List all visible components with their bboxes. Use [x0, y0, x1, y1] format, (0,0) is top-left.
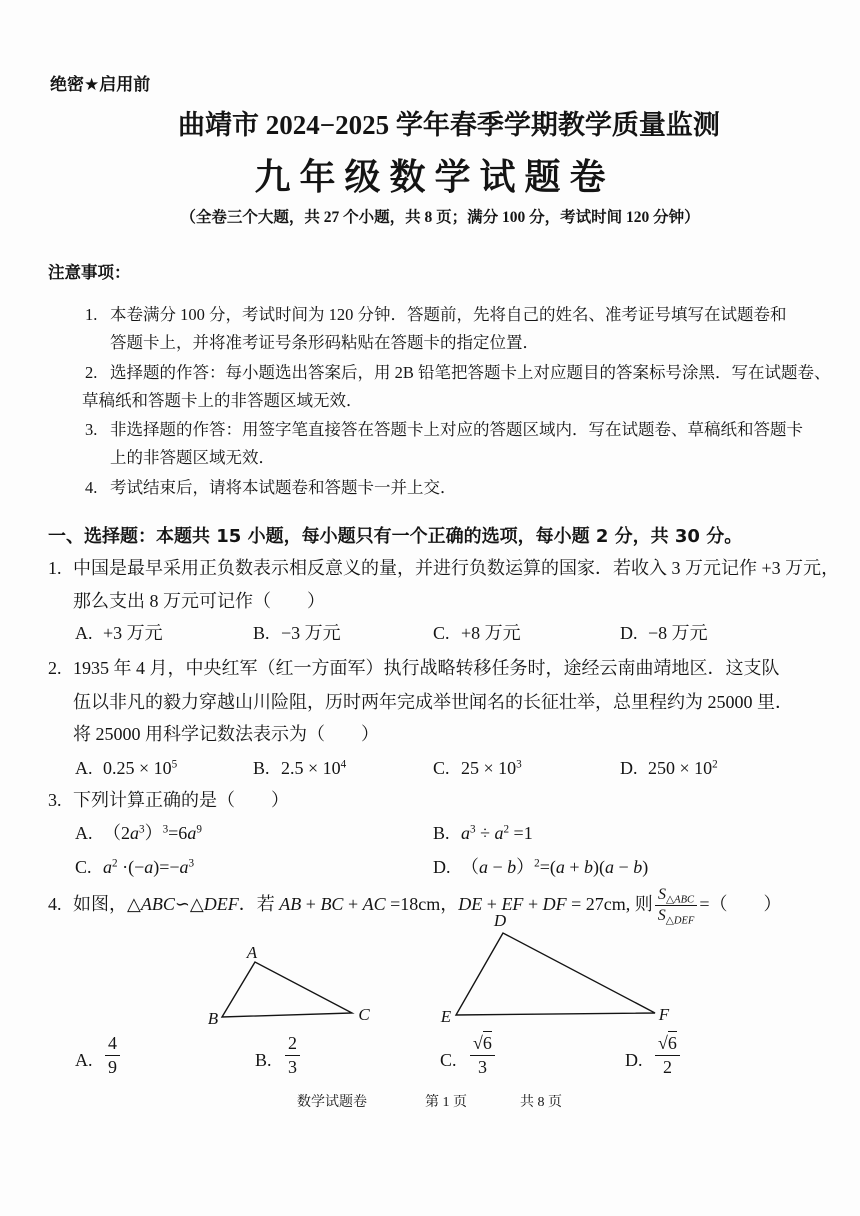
fraction-denominator: 3 — [477, 1056, 487, 1077]
option-label: A. — [75, 823, 93, 843]
math-variable: a — [605, 857, 615, 877]
question-2-option-d — [620, 756, 718, 780]
fraction-numerator — [655, 1033, 680, 1056]
option-label: B. — [255, 1049, 272, 1070]
math-text: )=− — [153, 857, 180, 877]
option-label: C. — [433, 623, 450, 643]
question-2-line-3: 将 25000 用科学记数法表示为（ ） — [73, 724, 379, 744]
option-exponent: 5 — [171, 758, 178, 771]
math-variable: DEF — [203, 894, 239, 915]
question-1-option-a — [75, 621, 163, 645]
question-2-option-c — [433, 756, 522, 780]
math-variable: b — [507, 857, 517, 877]
math-text: ．若 — [238, 894, 280, 915]
question-3-option-c — [75, 855, 194, 879]
option-fraction — [470, 1033, 495, 1077]
note-3-line-1 — [85, 420, 803, 440]
question-4-option-b — [255, 1033, 300, 1077]
math-text: + — [564, 857, 585, 877]
math-text: ∽△ — [174, 894, 204, 915]
fraction-numerator — [470, 1033, 495, 1056]
math-variable: a — [130, 823, 139, 843]
math-text: √ — [473, 1032, 483, 1053]
option-label: C. — [440, 1049, 457, 1070]
question-1-option-b — [253, 621, 341, 645]
math-text: 如图，△ — [73, 894, 141, 915]
note-text: 考试结束后，请将本试题卷和答题卡一并上交． — [110, 478, 457, 497]
section-1-heading: 一、选择题：本题共 15 小题，每小题只有一个正确的选项，每小题 2 分，共 30 分。 — [48, 526, 743, 547]
math-variable: a — [479, 857, 488, 877]
math-text: ÷ — [475, 823, 495, 843]
math-text: =1 — [509, 823, 533, 843]
note-2-line-1 — [85, 363, 831, 383]
math-variable: BC — [320, 894, 344, 915]
fraction-numerator — [655, 886, 697, 906]
option-expression — [461, 823, 533, 843]
math-exponent: 2 — [534, 857, 540, 870]
fraction-denominator: 3 — [288, 1056, 297, 1077]
note-text: 选择题的作答：每小题选出答案后，用 2B 铅笔把答题卡上对应题目的答案标号涂黑．写在试题卷、 — [110, 363, 831, 382]
math-exponent: 9 — [196, 823, 202, 836]
option-text: −8 万元 — [648, 623, 708, 643]
option-label: D. — [620, 623, 638, 643]
math-text: + — [482, 894, 502, 915]
note-3-line-2: 上的非答题区域无效． — [110, 448, 275, 467]
math-variable: a — [461, 823, 470, 843]
question-1-option-c — [433, 621, 521, 645]
option-label: B. — [253, 623, 270, 643]
option-exponent: 3 — [516, 758, 522, 771]
question-1-line-1 — [48, 556, 839, 580]
triangle-def — [456, 933, 655, 1015]
math-text: 2 — [288, 1032, 297, 1053]
question-number: 3. — [48, 790, 62, 810]
option-exponent: 2 — [712, 758, 718, 771]
math-exponent: 3 — [188, 857, 195, 870]
math-variable: S — [658, 886, 667, 903]
math-exponent: 3 — [470, 823, 476, 836]
math-text: =( — [539, 857, 556, 877]
math-variable: a — [555, 857, 565, 877]
option-exponent: 4 — [340, 758, 347, 771]
math-variable: AC — [362, 894, 386, 915]
math-variable: ABC — [140, 894, 175, 915]
question-number: 4. — [48, 894, 62, 915]
question-text: 1935 年 4 月，中央红军（红一方面军）执行战略转移任务时，途经云南曲靖地区．这支队 — [73, 658, 780, 678]
vertex-label-a: A — [246, 943, 258, 962]
question-answer-blank: =（ ） — [699, 894, 782, 915]
math-text: ) — [642, 857, 649, 877]
confidential-mark: 绝密★启用前 — [50, 75, 151, 95]
option-base: 2.5 × 10 — [281, 758, 341, 778]
option-label: D. — [620, 758, 638, 778]
note-1-line-2: 答题卡上，并将准考证号条形码粘贴在答题卡的指定位置． — [110, 333, 539, 352]
similar-triangles-figure — [190, 905, 690, 1030]
math-text: （2 — [103, 823, 130, 843]
vertex-label-e: E — [440, 1007, 452, 1026]
question-2-line-2: 伍以非凡的毅力穿越山川险阻，历时两年完成举世闻名的长征壮举，总里程约为 25000 里． — [73, 692, 793, 712]
math-exponent: 2 — [112, 857, 118, 870]
option-expression — [461, 857, 648, 877]
option-label: B. — [433, 823, 450, 843]
option-label: B. — [253, 758, 270, 778]
math-exponent: 3 — [162, 823, 169, 836]
note-4-line-1 — [85, 478, 457, 498]
option-expression — [103, 823, 202, 843]
question-number: 2. — [48, 658, 62, 678]
math-variable: a — [103, 857, 112, 877]
math-variable: b — [633, 857, 643, 877]
math-variable: a — [187, 823, 197, 843]
question-1-option-d — [620, 621, 708, 645]
option-fraction — [285, 1033, 300, 1077]
math-text: − — [488, 857, 508, 877]
math-subscript: △DEF — [665, 916, 695, 928]
math-subscript: △ABC — [666, 894, 695, 906]
question-number: 1. — [48, 558, 62, 578]
math-radicand: 6 — [482, 1032, 492, 1053]
math-text: + — [343, 894, 363, 915]
vertex-label-f: F — [658, 1005, 670, 1024]
note-2-line-2: 草稿纸和答题卡上的非答题区域无效． — [82, 391, 363, 410]
math-text: − — [614, 857, 634, 877]
math-variable: a — [179, 857, 189, 877]
math-text: ） — [144, 823, 163, 843]
math-variable: S — [657, 907, 666, 925]
exam-title: 曲靖市 2024−2025 学年春季学期教学质量监测 — [178, 110, 720, 140]
math-text: = 27cm, 则 — [566, 894, 653, 915]
math-text: 4 — [108, 1032, 117, 1053]
vertex-label-c: C — [358, 1005, 370, 1024]
question-3-option-a — [75, 821, 202, 845]
question-2-option-b — [253, 756, 346, 780]
paper-info: （全卷三个大题，共 27 个小题，共 8 页；满分 100 分，考试时间 120 分钟） — [180, 209, 700, 226]
math-variable: b — [584, 857, 594, 877]
footer-subject: 数学试题卷 — [297, 1095, 367, 1110]
math-text: + — [301, 894, 321, 915]
math-variable: DE — [458, 894, 483, 915]
option-base: 0.25 × 10 — [103, 758, 172, 778]
question-4-option-d — [625, 1033, 680, 1077]
option-text: −3 万元 — [281, 623, 341, 643]
option-label: C. — [75, 857, 92, 877]
note-number: 4. — [85, 478, 98, 497]
question-text: 中国是最早采用正负数表示相反意义的量，并进行负数运算的国家．若收入 3 万元记作 +3 万元， — [73, 558, 840, 578]
note-text: 非选择题的作答：用签字笔直接答在答题卡上对应的答题区域内．写在试题卷、草稿纸和答题卡 — [110, 420, 803, 439]
note-number: 2. — [85, 363, 98, 382]
question-3-option-b — [433, 821, 533, 845]
option-text: +8 万元 — [461, 623, 521, 643]
paper-title: 九年级数学试题卷 — [254, 157, 615, 198]
math-exponent: 2 — [503, 823, 510, 836]
option-expression — [103, 857, 194, 877]
math-text: √ — [658, 1032, 668, 1053]
option-fraction — [655, 1033, 680, 1077]
notes-heading: 注意事项： — [48, 263, 131, 282]
option-base: 250 × 10 — [648, 758, 713, 778]
fraction-numerator — [105, 1033, 120, 1056]
math-text: （ — [461, 857, 479, 877]
triangle-abc — [222, 962, 352, 1017]
math-text: )( — [593, 857, 606, 877]
math-text: + — [523, 894, 543, 915]
question-text: 下列计算正确的是（ ） — [73, 790, 289, 810]
option-label: A. — [75, 758, 93, 778]
option-fraction — [105, 1033, 120, 1077]
math-variable: EF — [501, 894, 524, 915]
option-label: A. — [75, 1049, 93, 1070]
question-4-option-c — [440, 1033, 495, 1077]
fraction-denominator: 2 — [662, 1056, 672, 1077]
math-text: ） — [516, 857, 535, 877]
note-text: 本卷满分 100 分，考试时间为 120 分钟．答题前，先将自己的姓名、准考证号填写在试题卷和 — [110, 305, 787, 324]
fraction-numerator — [285, 1033, 300, 1056]
math-variable: DF — [542, 894, 567, 915]
option-label: C. — [433, 758, 450, 778]
math-text: =18cm， — [385, 894, 459, 915]
math-text: =6 — [168, 823, 188, 843]
note-number: 3. — [85, 420, 98, 439]
math-variable: a — [494, 823, 504, 843]
footer-page-number: 第 1 页 — [425, 1095, 467, 1110]
question-1-line-2: 那么支出 8 万元可记作（ ） — [73, 591, 325, 611]
fraction-denominator: 9 — [108, 1056, 117, 1077]
note-number: 1. — [85, 305, 98, 324]
math-exponent: 3 — [139, 823, 145, 836]
math-variable: a — [144, 857, 154, 877]
option-text: +3 万元 — [103, 623, 163, 643]
footer-page-total: 共 8 页 — [520, 1095, 562, 1110]
vertex-label-d: D — [493, 911, 507, 930]
option-label: D. — [433, 857, 451, 877]
note-1-line-1 — [85, 305, 787, 325]
math-variable: AB — [279, 894, 302, 915]
question-3-line-1 — [48, 788, 289, 812]
option-label: D. — [625, 1049, 643, 1070]
question-2-line-1 — [48, 656, 780, 680]
question-4-option-a — [75, 1033, 120, 1077]
math-radicand: 6 — [667, 1032, 677, 1053]
question-2-option-a — [75, 756, 177, 780]
question-3-option-d — [433, 855, 648, 879]
math-text: ·(− — [117, 857, 145, 877]
option-base: 25 × 10 — [461, 758, 517, 778]
vertex-label-b: B — [207, 1009, 219, 1028]
option-label: A. — [75, 623, 93, 643]
